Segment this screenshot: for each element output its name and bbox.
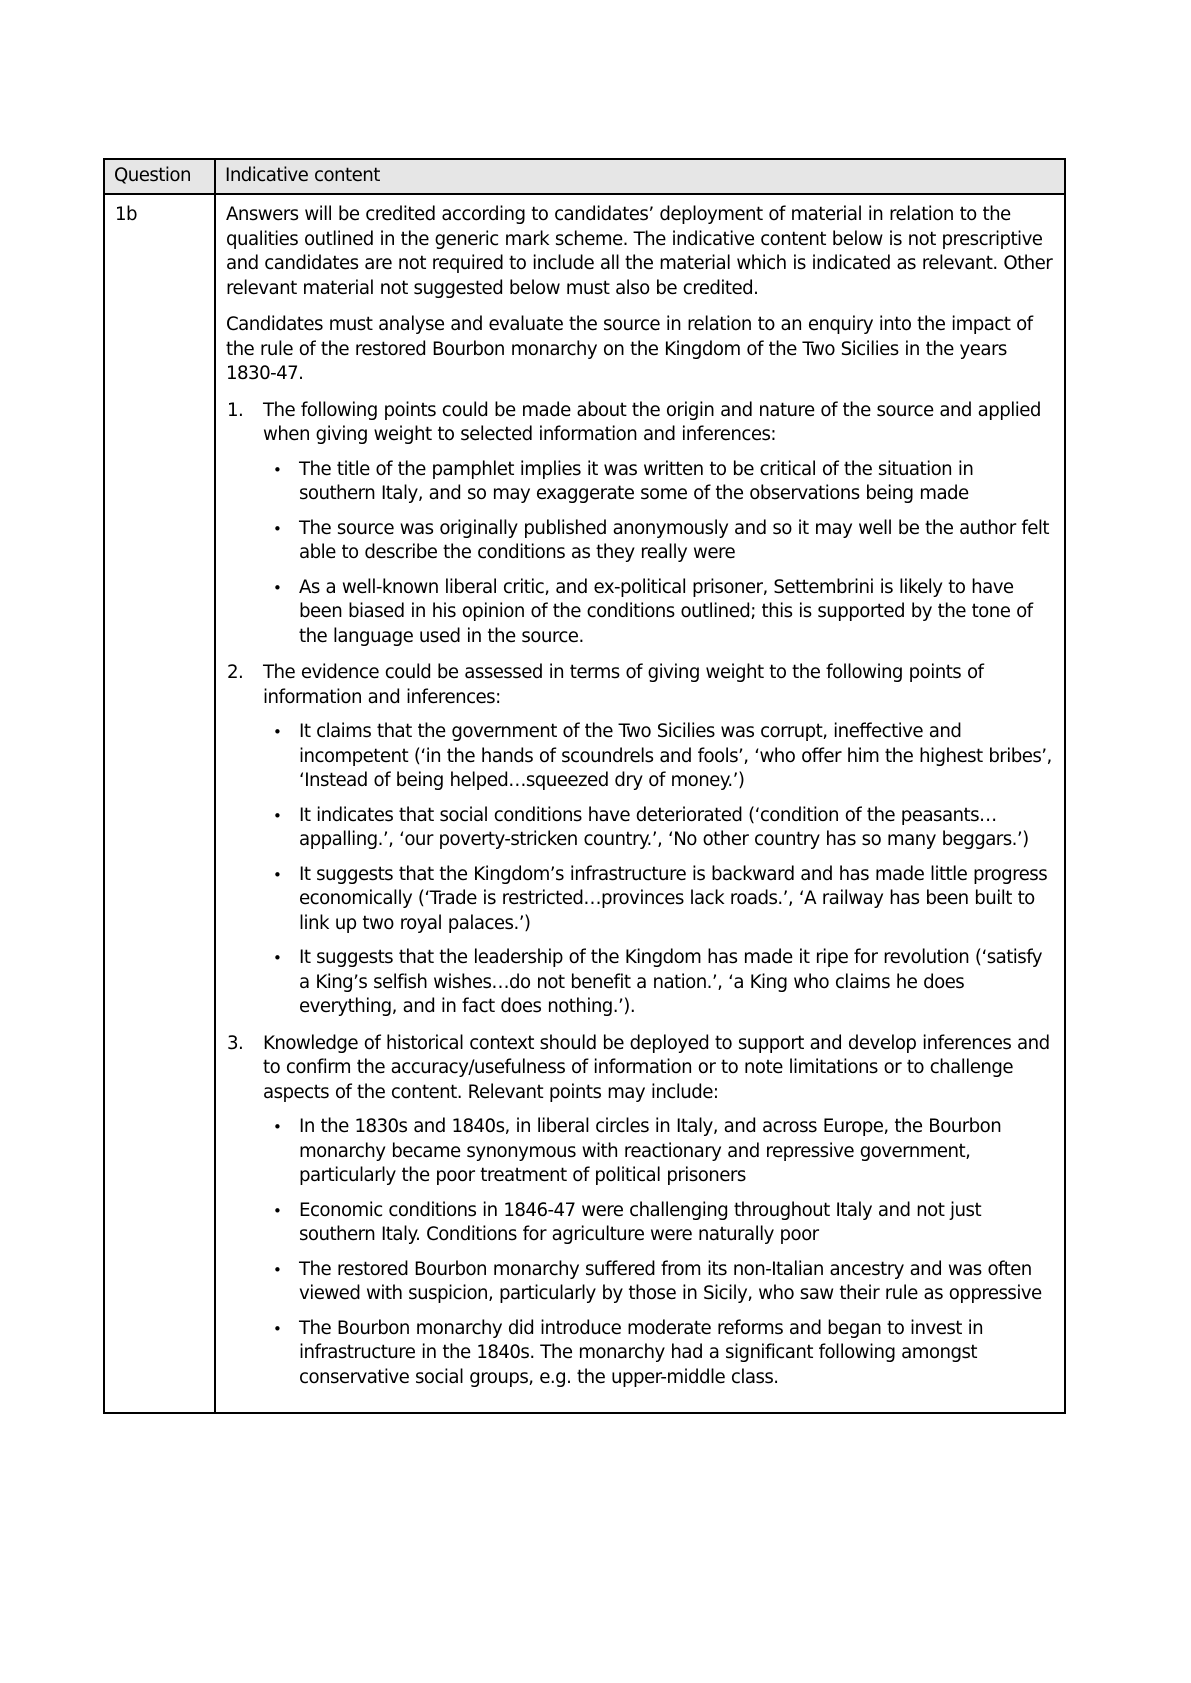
- bullet-icon: •: [273, 806, 282, 825]
- bullet-icon: •: [273, 949, 282, 967]
- indicative-content-table: [103, 158, 1066, 1414]
- bullet-text: As a well-known liberal critic, and ex-political prisoner, Settembrini is likely to have been biased in his opinion of the conditions outlined; this is supported by the tone of the language used in the source.: [299, 576, 1033, 647]
- list-item: [263, 1258, 1054, 1307]
- bullet-icon: •: [273, 460, 282, 479]
- bullet-icon: •: [273, 1260, 282, 1279]
- point-number: 3.: [227, 1032, 244, 1054]
- bullet-text: It suggests that the leadership of the Kingdom has made it ripe for revolution (‘satisfy a King’s selfish wishes…do not benefit a nation.’, ‘a King who claims he does everything, and in fact does nothing.’).: [299, 947, 1042, 1017]
- list-item: [263, 804, 1054, 853]
- bullet-text: The title of the pamphlet implies it was written to be critical of the situation in southern Italy, and so may exaggerate some of the observations being made: [299, 458, 974, 504]
- point-text: The following points could be made about the origin and nature of the source and applied when giving weight to selected information and inferences:: [263, 399, 1041, 445]
- bullet-text: It indicates that social conditions have deteriorated (‘condition of the peasants…appalling.’, ‘our poverty-stricken country.’, ‘No other country has so many beggars.’): [299, 804, 1029, 850]
- list-item: [263, 946, 1054, 1020]
- list-item: [263, 1317, 1054, 1391]
- point-text: The evidence could be assessed in terms of giving weight to the following points of information and inferences:: [263, 662, 984, 708]
- bullet-text: In the 1830s and 1840s, in liberal circles in Italy, and across Europe, the Bourbon monarchy became synonymous with reactionary and repressive government, particularly the poor treatment of political prisoners: [299, 1116, 1002, 1186]
- bullet-icon: •: [273, 1118, 282, 1136]
- table-row: [104, 194, 1065, 1413]
- enquiry-paragraph: Candidates must analyse and evaluate the source in relation to an enquiry into the impact of the rule of the restored Bourbon monarchy on the Kingdom of the Two Sicilies in the years 1830-47.: [226, 314, 1033, 384]
- bullet-list: [263, 720, 1054, 1020]
- table-header: [104, 159, 1065, 194]
- point-2: [226, 661, 1054, 1020]
- numbered-points: [226, 399, 1054, 1391]
- bullet-text: The Bourbon monarchy did introduce moderate reforms and began to invest in infrastructure in the 1840s. The monarchy had a significant following amongst conservative social groups, e.g. the upper-middle class.: [299, 1317, 984, 1388]
- bullet-text: The restored Bourbon monarchy suffered from its non-Italian ancestry and was often viewed with suspicion, particularly by those in Sicily, who saw their rule as oppressive: [299, 1258, 1042, 1304]
- bullet-text: The source was originally published anonymously and so it may well be the author felt able to describe the conditions as they really were: [299, 517, 1050, 563]
- bullet-list: [263, 458, 1054, 650]
- bullet-icon: •: [273, 1201, 282, 1220]
- list-item: [263, 720, 1054, 794]
- bullet-text: It suggests that the Kingdom’s infrastructure is backward and has made little progress economically (‘Trade is restricted…provinces lack roads.’, ‘A railway has been built to link up two royal palaces.’): [299, 863, 1048, 934]
- header-indicative-content: Indicative content: [215, 159, 1065, 194]
- point-3: [226, 1032, 1054, 1391]
- bullet-text: It claims that the government of the Two Sicilies was corrupt, ineffective and incompetent (‘in the hands of scoundrels and fools’, ‘who offer him the highest bribes’, ‘Instead of being helped…squeezed dry of money.’): [299, 721, 1052, 791]
- point-1: [226, 399, 1054, 650]
- list-item: [263, 458, 1054, 507]
- bullet-icon: •: [273, 578, 282, 597]
- point-number: 2.: [227, 662, 244, 683]
- header-question: Question: [104, 159, 215, 194]
- list-item: [263, 517, 1054, 566]
- list-item: [263, 1199, 1054, 1248]
- list-item: [263, 863, 1054, 937]
- bullet-text: Economic conditions in 1846-47 were challenging throughout Italy and not just southern Italy. Conditions for agriculture were naturally poor: [299, 1199, 982, 1245]
- intro-paragraph: Answers will be credited according to candidates’ deployment of material in relation to the qualities outlined in the generic mark scheme. The indicative content below is not prescriptive and candidates are not required to include all the material which is indicated as relevant. Other relevant material not suggested below must also be credited.: [226, 204, 1053, 299]
- bullet-icon: •: [273, 519, 282, 538]
- point-text: Knowledge of historical context should be deployed to support and develop inferences and to confirm the accuracy/usefulness of information or to note limitations or to challenge aspects of the content. Relevant points may include:: [263, 1032, 1050, 1103]
- bullet-icon: •: [273, 1319, 282, 1338]
- indicative-content-cell: [215, 194, 1065, 1413]
- header-row: [104, 159, 1065, 194]
- bullet-icon: •: [273, 865, 282, 884]
- bullet-list: [263, 1115, 1054, 1390]
- list-item: [263, 576, 1054, 650]
- question-number: 1b: [104, 194, 215, 1413]
- list-item: [263, 1115, 1054, 1189]
- bullet-icon: •: [273, 723, 282, 741]
- point-number: 1.: [227, 399, 244, 421]
